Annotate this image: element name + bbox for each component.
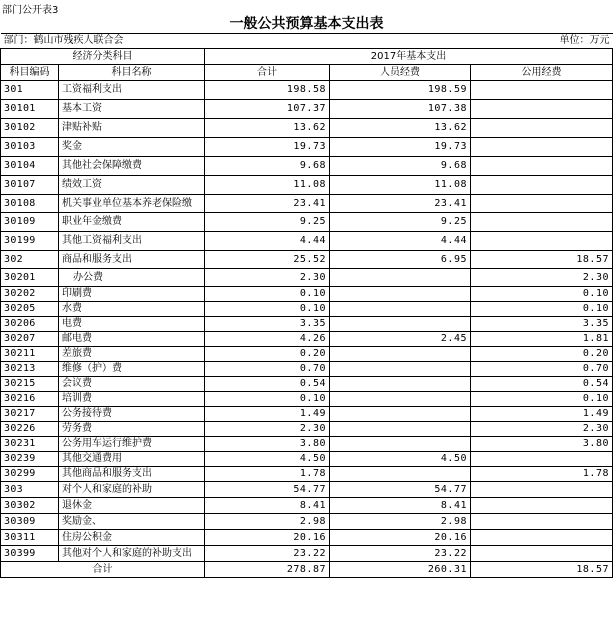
row-name: 其他交通费用 bbox=[59, 452, 205, 467]
table-row bbox=[1, 100, 613, 119]
row-personnel bbox=[330, 467, 471, 482]
row-public: 0.10 bbox=[471, 302, 613, 317]
header-code: 科目编码 bbox=[1, 65, 59, 81]
row-code: 30239 bbox=[1, 452, 59, 467]
row-total: 198.58 bbox=[205, 81, 330, 100]
table-row bbox=[1, 498, 613, 514]
row-name: 办公费 bbox=[59, 269, 205, 287]
row-personnel: 11.08 bbox=[330, 176, 471, 195]
table-row bbox=[1, 287, 613, 302]
row-name: 会议费 bbox=[59, 377, 205, 392]
row-personnel bbox=[330, 377, 471, 392]
row-public bbox=[471, 546, 613, 562]
row-personnel bbox=[330, 362, 471, 377]
row-total: 25.52 bbox=[205, 251, 330, 269]
header-econ-category: 经济分类科目 bbox=[1, 49, 205, 65]
row-name: 邮电费 bbox=[59, 332, 205, 347]
row-code: 30217 bbox=[1, 407, 59, 422]
table-row bbox=[1, 362, 613, 377]
row-personnel: 2.98 bbox=[330, 514, 471, 530]
row-personnel bbox=[330, 407, 471, 422]
row-name: 水费 bbox=[59, 302, 205, 317]
table-row bbox=[1, 347, 613, 362]
row-public: 0.54 bbox=[471, 377, 613, 392]
table-row bbox=[1, 269, 613, 287]
row-name: 对个人和家庭的补助 bbox=[59, 482, 205, 498]
row-personnel: 20.16 bbox=[330, 530, 471, 546]
row-total: 4.50 bbox=[205, 452, 330, 467]
row-public: 0.10 bbox=[471, 287, 613, 302]
row-code: 30311 bbox=[1, 530, 59, 546]
row-code: 30104 bbox=[1, 157, 59, 176]
row-code: 30202 bbox=[1, 287, 59, 302]
row-name: 劳务费 bbox=[59, 422, 205, 437]
row-public bbox=[471, 100, 613, 119]
row-personnel: 4.50 bbox=[330, 452, 471, 467]
table-title: 一般公共预算基本支出表 bbox=[1, 12, 613, 34]
row-code: 30399 bbox=[1, 546, 59, 562]
table-row bbox=[1, 317, 613, 332]
row-name: 差旅费 bbox=[59, 347, 205, 362]
row-personnel bbox=[330, 302, 471, 317]
row-public bbox=[471, 452, 613, 467]
table-row bbox=[1, 377, 613, 392]
row-name: 退休金 bbox=[59, 498, 205, 514]
row-personnel bbox=[330, 269, 471, 287]
row-public bbox=[471, 138, 613, 157]
row-name: 其他商品和服务支出 bbox=[59, 467, 205, 482]
row-name: 职业年金缴费 bbox=[59, 213, 205, 232]
row-public: 2.30 bbox=[471, 269, 613, 287]
row-code: 30231 bbox=[1, 437, 59, 452]
row-name: 津贴补贴 bbox=[59, 119, 205, 138]
unit-label: 单位：万元 bbox=[471, 34, 613, 49]
header-public: 公用经费 bbox=[471, 65, 613, 81]
header-name: 科目名称 bbox=[59, 65, 205, 81]
row-total: 107.37 bbox=[205, 100, 330, 119]
row-personnel: 9.68 bbox=[330, 157, 471, 176]
row-code: 30309 bbox=[1, 514, 59, 530]
row-name: 住房公积金 bbox=[59, 530, 205, 546]
row-name: 其他社会保障缴费 bbox=[59, 157, 205, 176]
row-code: 301 bbox=[1, 81, 59, 100]
row-personnel bbox=[330, 437, 471, 452]
row-total: 4.44 bbox=[205, 232, 330, 251]
row-public: 0.70 bbox=[471, 362, 613, 377]
table-row bbox=[1, 546, 613, 562]
row-name: 其他对个人和家庭的补助支出 bbox=[59, 546, 205, 562]
row-total: 2.30 bbox=[205, 422, 330, 437]
row-total: 3.80 bbox=[205, 437, 330, 452]
row-code: 30103 bbox=[1, 138, 59, 157]
row-code: 30206 bbox=[1, 317, 59, 332]
row-public: 3.80 bbox=[471, 437, 613, 452]
row-public: 1.78 bbox=[471, 467, 613, 482]
table-row bbox=[1, 452, 613, 467]
row-personnel: 8.41 bbox=[330, 498, 471, 514]
row-personnel: 107.38 bbox=[330, 100, 471, 119]
table-row bbox=[1, 138, 613, 157]
row-name: 商品和服务支出 bbox=[59, 251, 205, 269]
row-code: 30299 bbox=[1, 467, 59, 482]
row-personnel: 6.95 bbox=[330, 251, 471, 269]
table-row bbox=[1, 195, 613, 213]
row-total: 8.41 bbox=[205, 498, 330, 514]
row-personnel: 23.22 bbox=[330, 546, 471, 562]
row-code: 30302 bbox=[1, 498, 59, 514]
row-total: 23.22 bbox=[205, 546, 330, 562]
department-label: 部门：鹤山市残疾人联合会 bbox=[1, 34, 471, 49]
row-name: 维修（护）费 bbox=[59, 362, 205, 377]
row-code: 30107 bbox=[1, 176, 59, 195]
row-public: 3.35 bbox=[471, 317, 613, 332]
table-row bbox=[1, 407, 613, 422]
row-total: 0.20 bbox=[205, 347, 330, 362]
row-public bbox=[471, 482, 613, 498]
row-public: 1.49 bbox=[471, 407, 613, 422]
row-public: 2.30 bbox=[471, 422, 613, 437]
row-public bbox=[471, 81, 613, 100]
row-personnel bbox=[330, 392, 471, 407]
row-code: 302 bbox=[1, 251, 59, 269]
table-row bbox=[1, 467, 613, 482]
row-personnel bbox=[330, 317, 471, 332]
row-name: 培训费 bbox=[59, 392, 205, 407]
row-code: 30101 bbox=[1, 100, 59, 119]
row-public bbox=[471, 119, 613, 138]
table-row bbox=[1, 437, 613, 452]
total-row-label: 合计 bbox=[1, 562, 205, 578]
row-personnel bbox=[330, 422, 471, 437]
row-total: 0.54 bbox=[205, 377, 330, 392]
row-code: 30102 bbox=[1, 119, 59, 138]
row-name: 基本工资 bbox=[59, 100, 205, 119]
row-total: 19.73 bbox=[205, 138, 330, 157]
row-code: 30216 bbox=[1, 392, 59, 407]
header-personnel: 人员经费 bbox=[330, 65, 471, 81]
row-code: 30205 bbox=[1, 302, 59, 317]
row-total: 3.35 bbox=[205, 317, 330, 332]
total-row-personnel: 260.31 bbox=[330, 562, 471, 578]
row-personnel: 13.62 bbox=[330, 119, 471, 138]
row-code: 30109 bbox=[1, 213, 59, 232]
row-total: 0.70 bbox=[205, 362, 330, 377]
row-name: 电费 bbox=[59, 317, 205, 332]
row-code: 30226 bbox=[1, 422, 59, 437]
row-total: 20.16 bbox=[205, 530, 330, 546]
row-personnel bbox=[330, 347, 471, 362]
row-code: 30211 bbox=[1, 347, 59, 362]
row-public bbox=[471, 232, 613, 251]
row-name: 公务接待费 bbox=[59, 407, 205, 422]
table-row bbox=[1, 251, 613, 269]
row-public: 0.10 bbox=[471, 392, 613, 407]
table-row bbox=[1, 119, 613, 138]
row-total: 9.68 bbox=[205, 157, 330, 176]
table-row bbox=[1, 81, 613, 100]
row-personnel: 4.44 bbox=[330, 232, 471, 251]
total-row bbox=[1, 562, 613, 578]
row-code: 30207 bbox=[1, 332, 59, 347]
table-row bbox=[1, 422, 613, 437]
row-total: 54.77 bbox=[205, 482, 330, 498]
row-name: 奖金 bbox=[59, 138, 205, 157]
table-row bbox=[1, 482, 613, 498]
row-total: 23.41 bbox=[205, 195, 330, 213]
row-total: 1.49 bbox=[205, 407, 330, 422]
row-personnel bbox=[330, 287, 471, 302]
row-total: 0.10 bbox=[205, 302, 330, 317]
table-row bbox=[1, 176, 613, 195]
row-total: 13.62 bbox=[205, 119, 330, 138]
row-name: 绩效工资 bbox=[59, 176, 205, 195]
row-total: 1.78 bbox=[205, 467, 330, 482]
doc-label: 部门公开表3 bbox=[2, 5, 59, 16]
row-total: 9.25 bbox=[205, 213, 330, 232]
row-name: 工资福利支出 bbox=[59, 81, 205, 100]
table-row bbox=[1, 232, 613, 251]
table-row bbox=[1, 392, 613, 407]
row-public: 18.57 bbox=[471, 251, 613, 269]
total-row-total: 278.87 bbox=[205, 562, 330, 578]
row-personnel: 198.59 bbox=[330, 81, 471, 100]
row-personnel: 19.73 bbox=[330, 138, 471, 157]
row-total: 2.30 bbox=[205, 269, 330, 287]
header-year-group: 2017年基本支出 bbox=[205, 49, 613, 65]
budget-table bbox=[0, 12, 613, 578]
row-code: 30201 bbox=[1, 269, 59, 287]
row-personnel: 2.45 bbox=[330, 332, 471, 347]
row-public bbox=[471, 157, 613, 176]
table-row bbox=[1, 514, 613, 530]
row-total: 0.10 bbox=[205, 287, 330, 302]
total-row-public: 18.57 bbox=[471, 562, 613, 578]
row-name: 公务用车运行维护费 bbox=[59, 437, 205, 452]
row-name: 机关事业单位基本养老保险缴 bbox=[59, 195, 205, 213]
row-public bbox=[471, 213, 613, 232]
row-public: 0.20 bbox=[471, 347, 613, 362]
row-public bbox=[471, 195, 613, 213]
row-public: 1.81 bbox=[471, 332, 613, 347]
row-code: 30108 bbox=[1, 195, 59, 213]
row-name: 其他工资福利支出 bbox=[59, 232, 205, 251]
row-public bbox=[471, 530, 613, 546]
row-total: 4.26 bbox=[205, 332, 330, 347]
row-code: 30199 bbox=[1, 232, 59, 251]
header-total: 合计 bbox=[205, 65, 330, 81]
row-total: 11.08 bbox=[205, 176, 330, 195]
table-row bbox=[1, 302, 613, 317]
table-row bbox=[1, 213, 613, 232]
row-total: 0.10 bbox=[205, 392, 330, 407]
row-code: 303 bbox=[1, 482, 59, 498]
table-row bbox=[1, 332, 613, 347]
row-code: 30215 bbox=[1, 377, 59, 392]
row-public bbox=[471, 498, 613, 514]
row-code: 30213 bbox=[1, 362, 59, 377]
row-total: 2.98 bbox=[205, 514, 330, 530]
row-name: 奖励金、 bbox=[59, 514, 205, 530]
table-row bbox=[1, 530, 613, 546]
row-personnel: 54.77 bbox=[330, 482, 471, 498]
row-public bbox=[471, 176, 613, 195]
row-name: 印刷费 bbox=[59, 287, 205, 302]
row-personnel: 23.41 bbox=[330, 195, 471, 213]
row-public bbox=[471, 514, 613, 530]
row-personnel: 9.25 bbox=[330, 213, 471, 232]
table-row bbox=[1, 157, 613, 176]
